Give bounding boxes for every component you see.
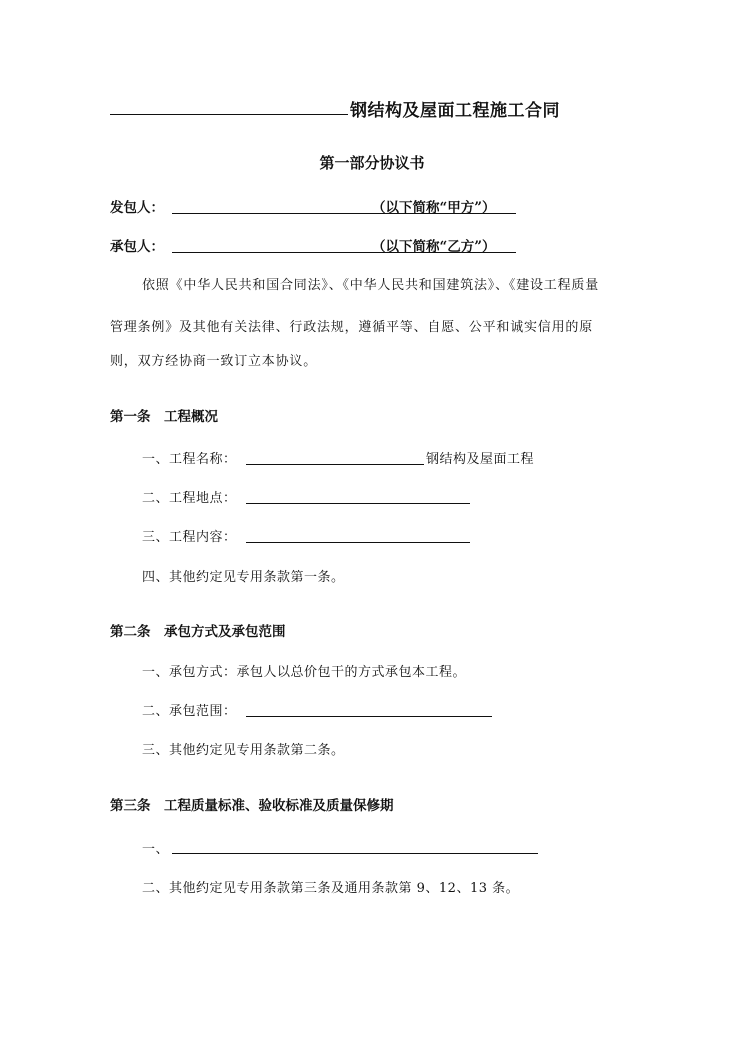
contractor-suffix-underline (372, 252, 516, 253)
intro-line-2: 管理条例》及其他有关法律、行政法规，遵循平等、自愿、公平和诚实信用的原 (110, 320, 594, 335)
intro-line-3: 则，双方经协商一致订立本协议。 (110, 354, 318, 369)
article-1-heading: 第一条 工程概况 (110, 409, 218, 425)
title-blank-line (110, 114, 348, 115)
contractor-label: 承包人： (110, 239, 164, 255)
employer-blank-line (172, 213, 372, 214)
article-2-item-1: 一、承包方式：承包人以总价包干的方式承包本工程。 (142, 665, 467, 680)
article-2-item-2-label: 二、承包范围： (142, 704, 237, 719)
employer-suffix: （以下简称“甲方”） (372, 200, 496, 216)
contractor-suffix: （以下简称“乙方”） (372, 239, 496, 255)
article-1-item-2-label: 二、工程地点： (142, 491, 237, 506)
quality-standard-blank-line (172, 853, 538, 854)
article-1-item-1-suffix: 钢结构及屋面工程 (426, 452, 535, 467)
article-3-item-1-label: 一、 (142, 842, 170, 857)
employer-label: 发包人： (110, 200, 164, 216)
document-title: 钢结构及屋面工程施工合同 (350, 101, 560, 121)
project-content-blank-line (246, 542, 470, 543)
document-subtitle: 第一部分协议书 (319, 154, 425, 172)
article-1-item-1-label: 一、工程名称： (142, 452, 237, 467)
project-name-blank-line (246, 464, 424, 465)
contractor-blank-line (172, 252, 372, 253)
article-3-heading: 第三条 工程质量标准、验收标准及质量保修期 (110, 798, 394, 814)
article-3-item-2: 二、其他约定见专用条款第三条及通用条款第 9、12、13 条。 (142, 881, 520, 896)
article-1-item-4: 四、其他约定见专用条款第一条。 (142, 570, 345, 585)
article-1-item-3-label: 三、工程内容： (142, 530, 237, 545)
project-location-blank-line (246, 503, 470, 504)
employer-suffix-underline (372, 213, 516, 214)
article-2-item-3: 三、其他约定见专用条款第二条。 (142, 743, 345, 758)
intro-line-1: 依照《中华人民共和国合同法》、《中华人民共和国建筑法》、《建设工程质量 (142, 278, 600, 293)
contract-scope-blank-line (246, 716, 492, 717)
article-2-heading: 第二条 承包方式及承包范围 (110, 624, 286, 640)
